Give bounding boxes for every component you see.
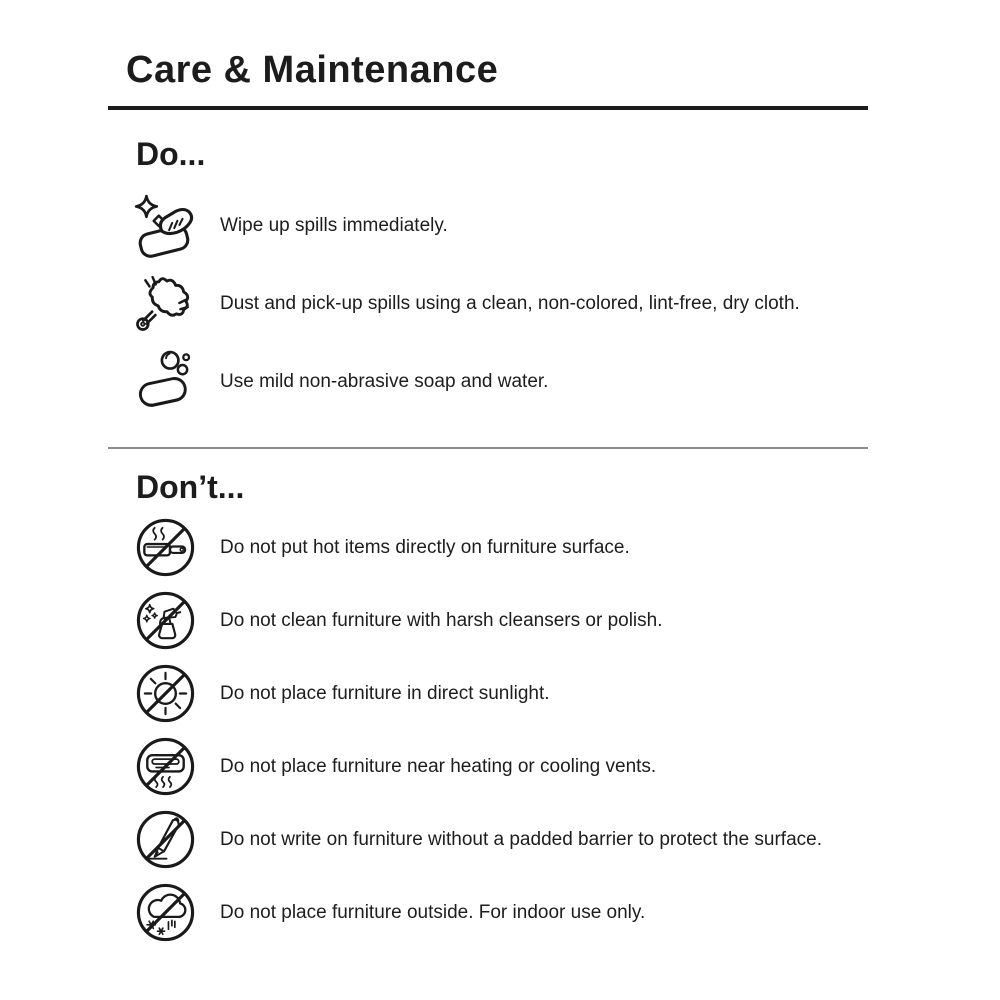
wipe-hand-icon [132,193,198,259]
dont-item-outdoor-use [132,876,880,949]
dont-item-text: Do not put hot items directly on furniture surface. [220,536,630,558]
dont-item-text: Do not place furniture in direct sunlight. [220,682,550,704]
no-hot-items-icon [132,515,198,581]
section-divider [108,447,868,449]
do-item-soap [132,343,880,421]
dont-item-direct-sunlight [132,657,880,730]
do-item-text: Use mild non-abrasive soap and water. [220,370,549,392]
do-item-wipe-spills [132,187,880,265]
dont-section-heading: Don’t... [136,468,245,505]
dont-item-harsh-cleansers [132,584,880,657]
duster-icon [132,271,198,337]
dont-item-list [108,511,880,949]
no-direct-sunlight-icon [132,661,198,727]
no-heating-vents-icon [132,734,198,800]
dont-item-text: Do not place furniture near heating or cooling vents. [220,755,657,777]
dont-item-hot-items [132,511,880,584]
dont-item-writing [132,803,880,876]
page-title: Care & Maintenance [126,49,499,91]
dont-item-text: Do not place furniture outside. For indoor use only. [220,901,646,923]
dont-item-heating-vents [132,730,880,803]
no-harsh-cleansers-icon [132,588,198,654]
do-item-list [108,187,880,421]
no-writing-icon [132,807,198,873]
soap-icon [132,349,198,415]
do-item-text: Wipe up spills immediately. [220,214,448,236]
no-outdoor-use-icon [132,880,198,946]
title-rule [108,106,868,110]
do-item-dust [132,265,880,343]
dont-item-text: Do not clean furniture with harsh cleansers or polish. [220,609,663,631]
do-item-text: Dust and pick-up spills using a clean, non-colored, lint-free, dry cloth. [220,292,800,314]
do-section-heading: Do... [136,135,206,172]
dont-item-text: Do not write on furniture without a padded barrier to protect the surface. [220,828,822,850]
